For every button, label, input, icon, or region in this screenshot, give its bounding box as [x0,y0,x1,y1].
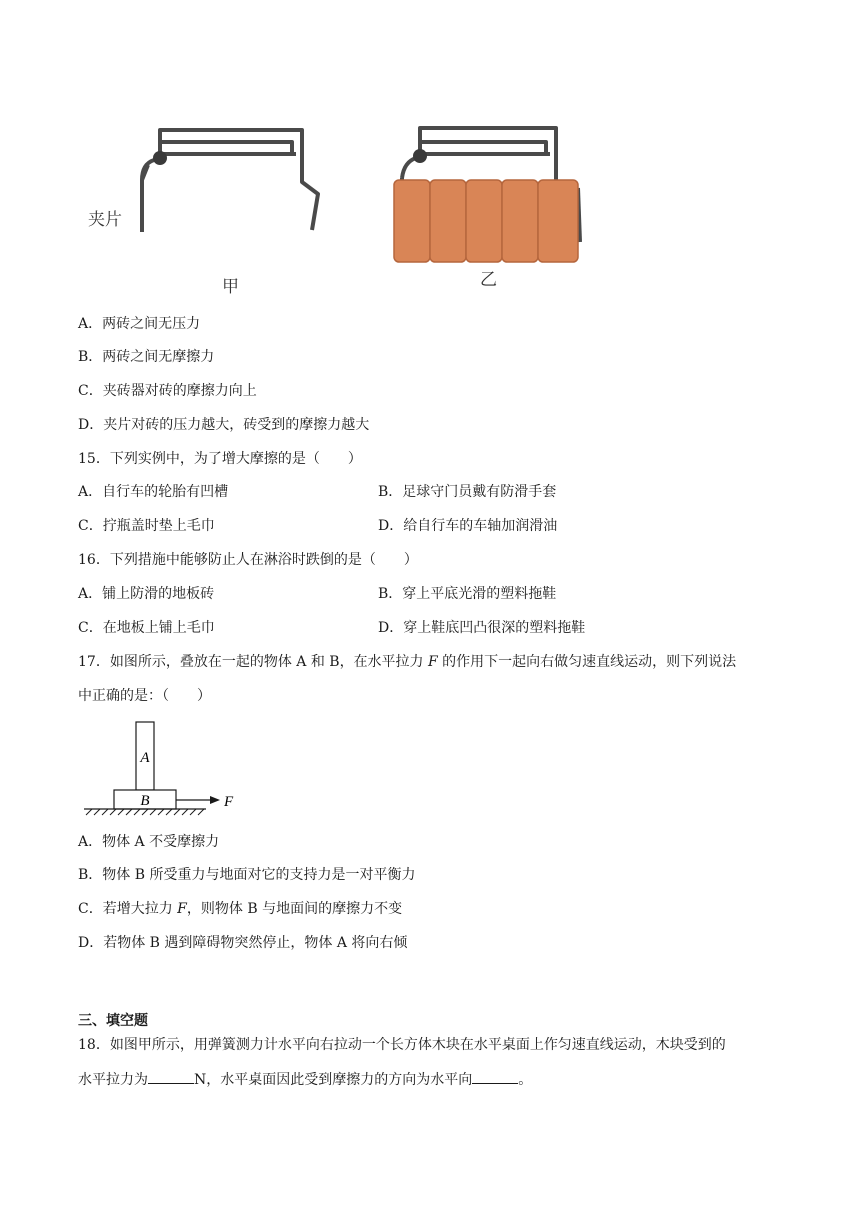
q14-option-c: C．夹砖器对砖的摩擦力向上 [78,383,257,399]
blocks-diagram [82,720,252,820]
q17-option-b: B．物体 B 所受重力与地面对它的支持力是一对平衡力 [78,867,416,883]
q16-option-a: A．铺上防滑的地板砖 [78,586,215,602]
clip-label: 夹片 [88,210,122,230]
answer-blank-2[interactable] [472,1069,518,1084]
q14-option-a: A．两砖之间无压力 [78,316,201,332]
q18-line2 [78,1069,532,1090]
q14-option-b: B．两砖之间无摩擦力 [78,349,215,365]
q17-option-c-post: ，则物体 B 与地面间的摩擦力不变 [186,901,403,917]
answer-blank-1[interactable] [148,1069,194,1084]
q16-option-b: B．穿上平底光滑的塑料拖鞋 [378,586,557,602]
q17-stem-line2: 中正确的是：（ ） [78,688,211,704]
q14-option-d: D．夹片对砖的压力越大，砖受到的摩擦力越大 [78,417,370,433]
q15-stem: 15．下列实例中，为了增大摩擦的是（ ） [78,451,362,467]
section-title: 三、填空题 [78,1013,148,1029]
q17-option-a: A．物体 A 不受摩擦力 [78,834,220,850]
q17-stem-post: 的作用下一起向右做匀速直线运动，则下列说法 [437,654,737,670]
block-a-label: A [140,750,150,766]
q15-option-b: B．足球守门员戴有防滑手套 [378,484,557,500]
q15-option-a: A．自行车的轮胎有凹槽 [78,484,229,500]
block-b-label: B [140,793,150,809]
q17-option-c-var: F [177,901,187,917]
q18-text-b: N，水平桌面因此受到摩擦力的方向为水平向 [194,1072,473,1088]
force-f-label: F [224,794,234,810]
clamp-figure-b [380,118,600,278]
q17-stem-pre: 17．如图所示，叠放在一起的物体 A 和 B，在水平拉力 [78,654,429,670]
q17-stem [78,652,736,672]
bricks [394,180,578,262]
caption-yi: 乙 [480,270,497,290]
q15-option-d: D．给自行车的车轴加润滑油 [378,518,558,534]
q18-text-a: 水平拉力为 [78,1072,148,1088]
clamp-figure-a [120,120,350,280]
q18-text-c: 。 [518,1072,533,1088]
q17-option-d: D．若物体 B 遇到障碍物突然停止，物体 A 将向右倾 [78,935,408,951]
q15-option-c: C．拧瓶盖时垫上毛巾 [78,518,215,534]
q16-option-d: D．穿上鞋底凹凸很深的塑料拖鞋 [378,620,586,636]
q16-stem: 16．下列措施中能够防止人在淋浴时跌倒的是（ ） [78,552,418,568]
q17-stem-var: F [428,654,438,670]
q16-option-c: C．在地板上铺上毛巾 [78,620,215,636]
q17-option-c-pre: C．若增大拉力 [78,901,178,917]
q18-line1: 18．如图甲所示，用弹簧测力计水平向右拉动一个长方体木块在水平桌面上作匀速直线运动，木块受到的 [78,1037,726,1053]
q17-option-c [78,899,402,919]
caption-jia: 甲 [222,277,239,297]
